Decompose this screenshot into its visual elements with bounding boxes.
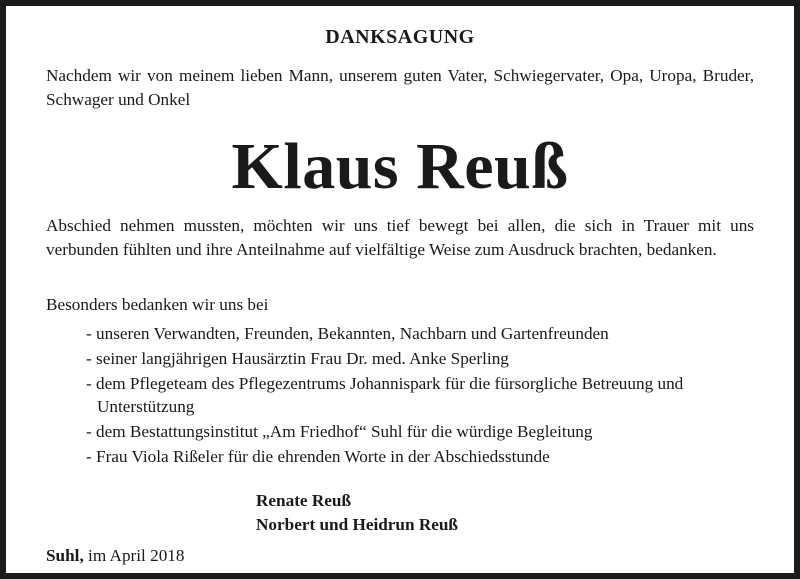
thanks-list (86, 322, 746, 470)
intro-paragraph: Nachdem wir von meinem lieben Mann, unserem guten Vater, Schwiegervater, Opa, Uropa, Bruder, Schwager und Onkel (46, 66, 754, 109)
list-item: - unseren Verwandten, Freunden, Bekannten, Nachbarn und Gartenfreunden (86, 324, 609, 343)
deceased-name: Klaus Reuß (231, 130, 569, 203)
list-item: - dem Bestattungsinstitut „Am Friedhof“ Suhl für die würdige Begleitung (86, 422, 593, 441)
list-item: - dem Pflegeteam des Pflegezentrums Johannispark für die fürsorgliche Betreuung und Unterstützung (86, 374, 684, 416)
list-item: - seiner langjährigen Hausärztin Frau Dr. med. Anke Sperling (86, 349, 509, 368)
list-item: - Frau Viola Rißeler für die ehrenden Worte in der Abschiedsstunde (86, 447, 550, 466)
signatures (256, 489, 458, 537)
special-thanks-intro: Besonders bedanken wir uns bei (46, 295, 269, 314)
signature-line: Norbert und Heidrun Reuß (256, 515, 458, 534)
date: im April 2018 (88, 546, 185, 565)
signature-line: Renate Reuß (256, 491, 352, 510)
notice-heading: DANKSAGUNG (325, 26, 475, 48)
place: Suhl, (46, 546, 84, 565)
thanks-paragraph: Abschied nehmen mussten, möchten wir uns tief bewegt bei allen, die sich in Trauer mit uns verbunden fühlten und ihre Anteilnahme auf vielfältige Weise zum Ausdruck brachten, bedanken. (46, 216, 754, 259)
place-date (46, 544, 185, 568)
